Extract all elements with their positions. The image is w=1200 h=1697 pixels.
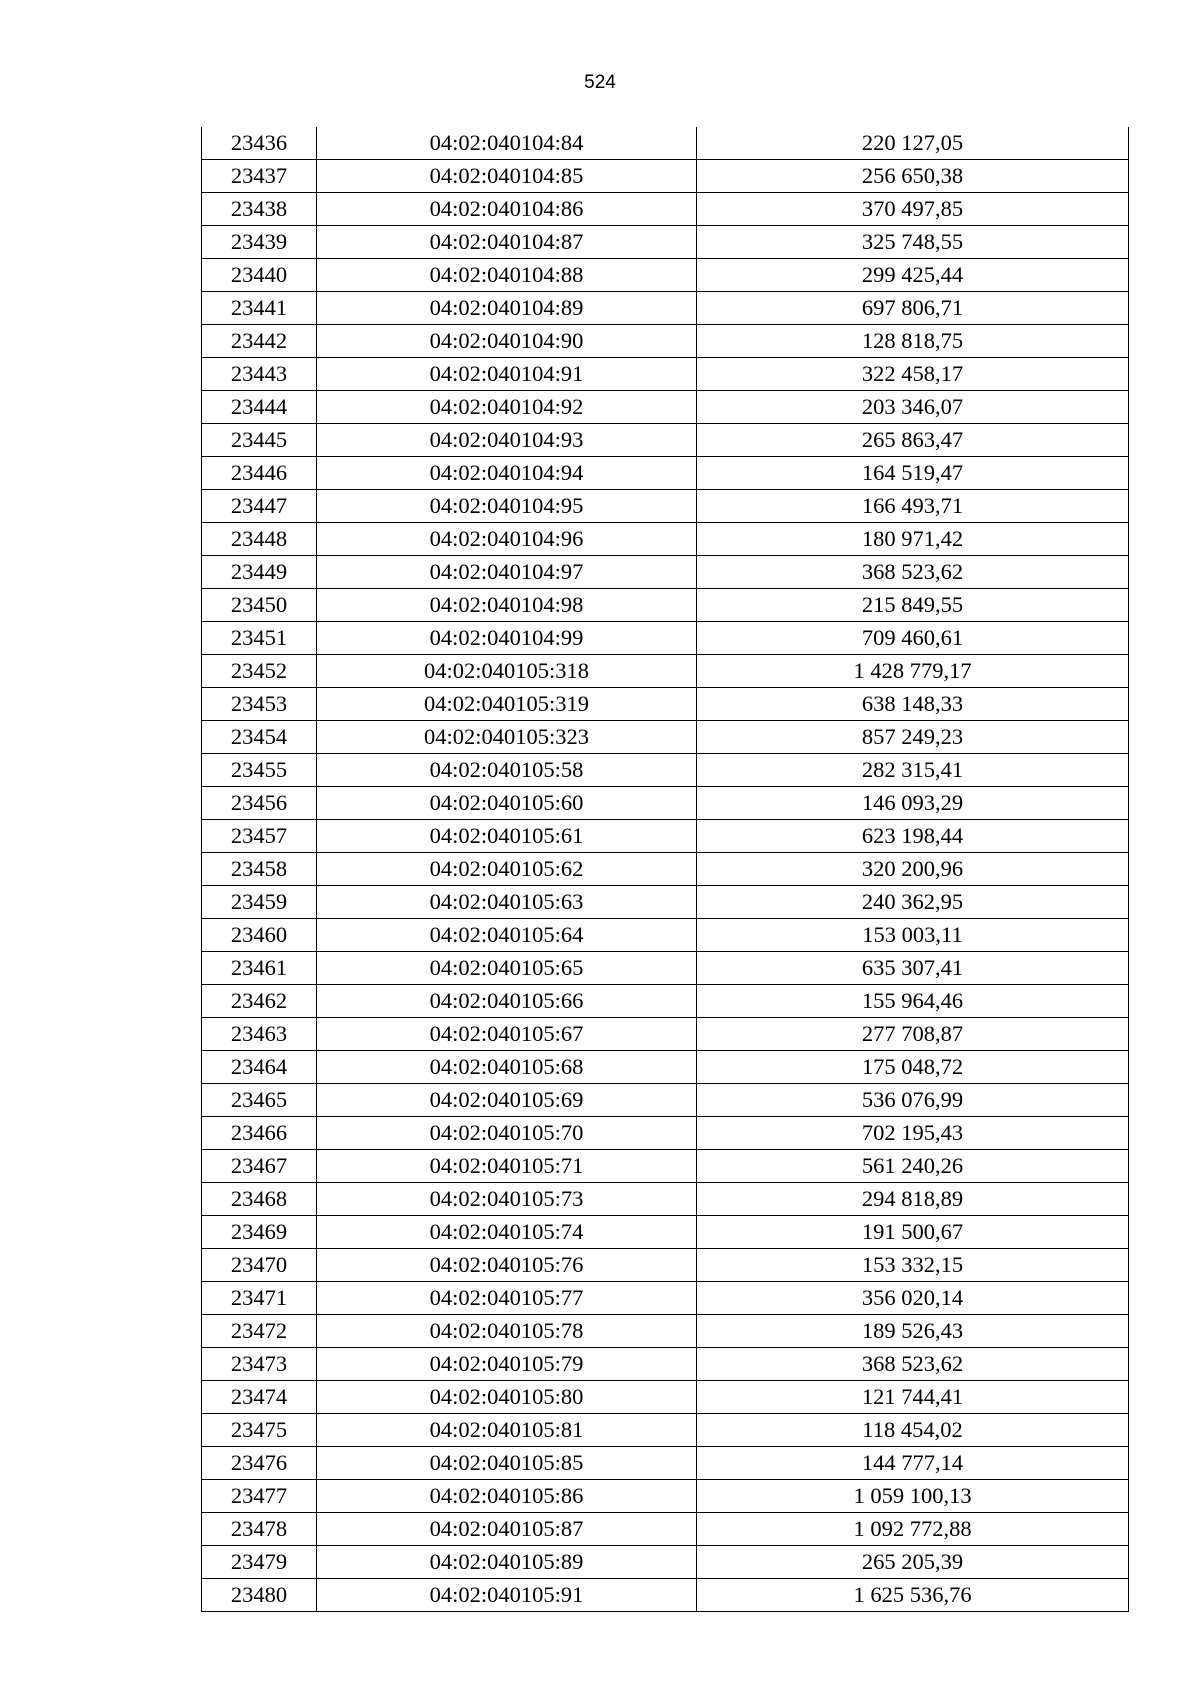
row-number-cell: 23445 bbox=[202, 424, 317, 457]
table-row bbox=[202, 358, 1129, 391]
table-row bbox=[202, 1018, 1129, 1051]
cadastral-value-cell: 536 076,99 bbox=[697, 1084, 1129, 1117]
table-row bbox=[202, 160, 1129, 193]
row-number-cell: 23444 bbox=[202, 391, 317, 424]
cadastral-value-cell: 356 020,14 bbox=[697, 1282, 1129, 1315]
row-number-cell: 23453 bbox=[202, 688, 317, 721]
row-number-cell: 23462 bbox=[202, 985, 317, 1018]
row-number-cell: 23452 bbox=[202, 655, 317, 688]
row-number-cell: 23454 bbox=[202, 721, 317, 754]
cadastral-value-cell: 215 849,55 bbox=[697, 589, 1129, 622]
cadastral-value-cell: 1 059 100,13 bbox=[697, 1480, 1129, 1513]
cadastral-number-cell: 04:02:040105:87 bbox=[317, 1513, 697, 1546]
cadastral-value-cell: 118 454,02 bbox=[697, 1414, 1129, 1447]
cadastral-value-cell: 128 818,75 bbox=[697, 325, 1129, 358]
row-number-cell: 23455 bbox=[202, 754, 317, 787]
table-row bbox=[202, 1381, 1129, 1414]
row-number-cell: 23472 bbox=[202, 1315, 317, 1348]
cadastral-number-cell: 04:02:040105:76 bbox=[317, 1249, 697, 1282]
table-row bbox=[202, 853, 1129, 886]
table-row bbox=[202, 1447, 1129, 1480]
row-number-cell: 23443 bbox=[202, 358, 317, 391]
cadastral-value-cell: 240 362,95 bbox=[697, 886, 1129, 919]
cadastral-number-cell: 04:02:040105:65 bbox=[317, 952, 697, 985]
table-row bbox=[202, 721, 1129, 754]
cadastral-number-cell: 04:02:040104:99 bbox=[317, 622, 697, 655]
cadastral-number-cell: 04:02:040105:89 bbox=[317, 1546, 697, 1579]
cadastral-number-cell: 04:02:040105:81 bbox=[317, 1414, 697, 1447]
cadastral-value-cell: 702 195,43 bbox=[697, 1117, 1129, 1150]
cadastral-number-cell: 04:02:040104:95 bbox=[317, 490, 697, 523]
table-row bbox=[202, 1480, 1129, 1513]
row-number-cell: 23468 bbox=[202, 1183, 317, 1216]
row-number-cell: 23442 bbox=[202, 325, 317, 358]
row-number-cell: 23460 bbox=[202, 919, 317, 952]
cadastral-value-cell: 1 092 772,88 bbox=[697, 1513, 1129, 1546]
table-row bbox=[202, 952, 1129, 985]
cadastral-value-cell: 320 200,96 bbox=[697, 853, 1129, 886]
cadastral-number-cell: 04:02:040105:62 bbox=[317, 853, 697, 886]
table-row bbox=[202, 1084, 1129, 1117]
table-row bbox=[202, 325, 1129, 358]
cadastral-number-cell: 04:02:040104:94 bbox=[317, 457, 697, 490]
cadastral-value-cell: 265 205,39 bbox=[697, 1546, 1129, 1579]
row-number-cell: 23439 bbox=[202, 226, 317, 259]
row-number-cell: 23474 bbox=[202, 1381, 317, 1414]
cadastral-value-table bbox=[201, 127, 1129, 1612]
cadastral-value-cell: 164 519,47 bbox=[697, 457, 1129, 490]
table-row bbox=[202, 193, 1129, 226]
row-number-cell: 23447 bbox=[202, 490, 317, 523]
row-number-cell: 23478 bbox=[202, 1513, 317, 1546]
table-row bbox=[202, 1579, 1129, 1612]
cadastral-value-cell: 368 523,62 bbox=[697, 1348, 1129, 1381]
table-row bbox=[202, 919, 1129, 952]
row-number-cell: 23448 bbox=[202, 523, 317, 556]
table-row bbox=[202, 292, 1129, 325]
cadastral-value-cell: 325 748,55 bbox=[697, 226, 1129, 259]
cadastral-value-cell: 1 625 536,76 bbox=[697, 1579, 1129, 1612]
cadastral-value-cell: 220 127,05 bbox=[697, 127, 1129, 160]
cadastral-number-cell: 04:02:040104:86 bbox=[317, 193, 697, 226]
table-row bbox=[202, 556, 1129, 589]
cadastral-number-cell: 04:02:040105:58 bbox=[317, 754, 697, 787]
cadastral-value-cell: 146 093,29 bbox=[697, 787, 1129, 820]
cadastral-value-cell: 697 806,71 bbox=[697, 292, 1129, 325]
row-number-cell: 23476 bbox=[202, 1447, 317, 1480]
table-row bbox=[202, 1282, 1129, 1315]
cadastral-value-cell: 189 526,43 bbox=[697, 1315, 1129, 1348]
table-row bbox=[202, 457, 1129, 490]
row-number-cell: 23467 bbox=[202, 1150, 317, 1183]
table-row bbox=[202, 1117, 1129, 1150]
table-row bbox=[202, 754, 1129, 787]
cadastral-number-cell: 04:02:040104:91 bbox=[317, 358, 697, 391]
cadastral-number-cell: 04:02:040104:93 bbox=[317, 424, 697, 457]
cadastral-value-cell: 1 428 779,17 bbox=[697, 655, 1129, 688]
table-row bbox=[202, 424, 1129, 457]
table-row bbox=[202, 391, 1129, 424]
row-number-cell: 23470 bbox=[202, 1249, 317, 1282]
cadastral-number-cell: 04:02:040105:91 bbox=[317, 1579, 697, 1612]
table-row bbox=[202, 688, 1129, 721]
cadastral-number-cell: 04:02:040105:61 bbox=[317, 820, 697, 853]
cadastral-value-cell: 155 964,46 bbox=[697, 985, 1129, 1018]
row-number-cell: 23458 bbox=[202, 853, 317, 886]
cadastral-number-cell: 04:02:040105:86 bbox=[317, 1480, 697, 1513]
cadastral-value-cell: 322 458,17 bbox=[697, 358, 1129, 391]
table-row bbox=[202, 589, 1129, 622]
cadastral-number-cell: 04:02:040104:96 bbox=[317, 523, 697, 556]
table-row bbox=[202, 1513, 1129, 1546]
cadastral-number-cell: 04:02:040104:97 bbox=[317, 556, 697, 589]
row-number-cell: 23457 bbox=[202, 820, 317, 853]
cadastral-number-cell: 04:02:040105:70 bbox=[317, 1117, 697, 1150]
row-number-cell: 23456 bbox=[202, 787, 317, 820]
table-row bbox=[202, 226, 1129, 259]
cadastral-value-cell: 635 307,41 bbox=[697, 952, 1129, 985]
cadastral-value-cell: 709 460,61 bbox=[697, 622, 1129, 655]
table-row bbox=[202, 1414, 1129, 1447]
row-number-cell: 23450 bbox=[202, 589, 317, 622]
row-number-cell: 23459 bbox=[202, 886, 317, 919]
table-row bbox=[202, 886, 1129, 919]
row-number-cell: 23466 bbox=[202, 1117, 317, 1150]
cadastral-value-cell: 370 497,85 bbox=[697, 193, 1129, 226]
row-number-cell: 23464 bbox=[202, 1051, 317, 1084]
table-body bbox=[202, 127, 1129, 1612]
cadastral-number-cell: 04:02:040105:80 bbox=[317, 1381, 697, 1414]
cadastral-value-cell: 368 523,62 bbox=[697, 556, 1129, 589]
table-row bbox=[202, 1249, 1129, 1282]
cadastral-value-cell: 166 493,71 bbox=[697, 490, 1129, 523]
row-number-cell: 23471 bbox=[202, 1282, 317, 1315]
table-row bbox=[202, 655, 1129, 688]
row-number-cell: 23437 bbox=[202, 160, 317, 193]
table-row bbox=[202, 985, 1129, 1018]
cadastral-value-cell: 857 249,23 bbox=[697, 721, 1129, 754]
row-number-cell: 23446 bbox=[202, 457, 317, 490]
cadastral-number-cell: 04:02:040104:84 bbox=[317, 127, 697, 160]
table-row bbox=[202, 820, 1129, 853]
cadastral-value-cell: 256 650,38 bbox=[697, 160, 1129, 193]
table-row bbox=[202, 523, 1129, 556]
cadastral-value-cell: 175 048,72 bbox=[697, 1051, 1129, 1084]
cadastral-value-cell: 203 346,07 bbox=[697, 391, 1129, 424]
table-row bbox=[202, 1216, 1129, 1249]
cadastral-number-cell: 04:02:040105:78 bbox=[317, 1315, 697, 1348]
cadastral-number-cell: 04:02:040105:67 bbox=[317, 1018, 697, 1051]
row-number-cell: 23479 bbox=[202, 1546, 317, 1579]
cadastral-number-cell: 04:02:040105:69 bbox=[317, 1084, 697, 1117]
cadastral-value-cell: 561 240,26 bbox=[697, 1150, 1129, 1183]
row-number-cell: 23440 bbox=[202, 259, 317, 292]
cadastral-value-cell: 277 708,87 bbox=[697, 1018, 1129, 1051]
row-number-cell: 23449 bbox=[202, 556, 317, 589]
cadastral-value-cell: 638 148,33 bbox=[697, 688, 1129, 721]
table-row bbox=[202, 1051, 1129, 1084]
cadastral-value-cell: 180 971,42 bbox=[697, 523, 1129, 556]
row-number-cell: 23463 bbox=[202, 1018, 317, 1051]
cadastral-number-cell: 04:02:040105:79 bbox=[317, 1348, 697, 1381]
row-number-cell: 23451 bbox=[202, 622, 317, 655]
cadastral-value-cell: 144 777,14 bbox=[697, 1447, 1129, 1480]
row-number-cell: 23480 bbox=[202, 1579, 317, 1612]
row-number-cell: 23438 bbox=[202, 193, 317, 226]
cadastral-value-cell: 294 818,89 bbox=[697, 1183, 1129, 1216]
table-row bbox=[202, 127, 1129, 160]
cadastral-number-cell: 04:02:040104:85 bbox=[317, 160, 697, 193]
cadastral-number-cell: 04:02:040105:60 bbox=[317, 787, 697, 820]
table-row bbox=[202, 787, 1129, 820]
cadastral-number-cell: 04:02:040104:92 bbox=[317, 391, 697, 424]
row-number-cell: 23436 bbox=[202, 127, 317, 160]
cadastral-number-cell: 04:02:040105:319 bbox=[317, 688, 697, 721]
row-number-cell: 23475 bbox=[202, 1414, 317, 1447]
table-row bbox=[202, 259, 1129, 292]
cadastral-number-cell: 04:02:040105:323 bbox=[317, 721, 697, 754]
cadastral-value-cell: 121 744,41 bbox=[697, 1381, 1129, 1414]
cadastral-number-cell: 04:02:040104:88 bbox=[317, 259, 697, 292]
row-number-cell: 23461 bbox=[202, 952, 317, 985]
cadastral-value-cell: 299 425,44 bbox=[697, 259, 1129, 292]
table-row bbox=[202, 1546, 1129, 1579]
table-row bbox=[202, 1315, 1129, 1348]
cadastral-number-cell: 04:02:040105:85 bbox=[317, 1447, 697, 1480]
row-number-cell: 23473 bbox=[202, 1348, 317, 1381]
cadastral-number-cell: 04:02:040104:87 bbox=[317, 226, 697, 259]
cadastral-value-cell: 191 500,67 bbox=[697, 1216, 1129, 1249]
table-row bbox=[202, 1150, 1129, 1183]
row-number-cell: 23441 bbox=[202, 292, 317, 325]
cadastral-value-cell: 265 863,47 bbox=[697, 424, 1129, 457]
cadastral-number-cell: 04:02:040105:77 bbox=[317, 1282, 697, 1315]
cadastral-number-cell: 04:02:040105:63 bbox=[317, 886, 697, 919]
cadastral-number-cell: 04:02:040104:98 bbox=[317, 589, 697, 622]
row-number-cell: 23469 bbox=[202, 1216, 317, 1249]
table-row bbox=[202, 1183, 1129, 1216]
cadastral-value-cell: 153 003,11 bbox=[697, 919, 1129, 952]
cadastral-value-cell: 623 198,44 bbox=[697, 820, 1129, 853]
cadastral-number-cell: 04:02:040105:318 bbox=[317, 655, 697, 688]
cadastral-value-cell: 153 332,15 bbox=[697, 1249, 1129, 1282]
row-number-cell: 23465 bbox=[202, 1084, 317, 1117]
cadastral-number-cell: 04:02:040104:89 bbox=[317, 292, 697, 325]
cadastral-number-cell: 04:02:040105:64 bbox=[317, 919, 697, 952]
row-number-cell: 23477 bbox=[202, 1480, 317, 1513]
cadastral-number-cell: 04:02:040105:68 bbox=[317, 1051, 697, 1084]
cadastral-number-cell: 04:02:040105:66 bbox=[317, 985, 697, 1018]
cadastral-number-cell: 04:02:040105:71 bbox=[317, 1150, 697, 1183]
page-number: 524 bbox=[584, 72, 616, 93]
cadastral-number-cell: 04:02:040104:90 bbox=[317, 325, 697, 358]
cadastral-number-cell: 04:02:040105:74 bbox=[317, 1216, 697, 1249]
cadastral-number-cell: 04:02:040105:73 bbox=[317, 1183, 697, 1216]
cadastral-value-cell: 282 315,41 bbox=[697, 754, 1129, 787]
table-row bbox=[202, 622, 1129, 655]
table-row bbox=[202, 490, 1129, 523]
table-row bbox=[202, 1348, 1129, 1381]
